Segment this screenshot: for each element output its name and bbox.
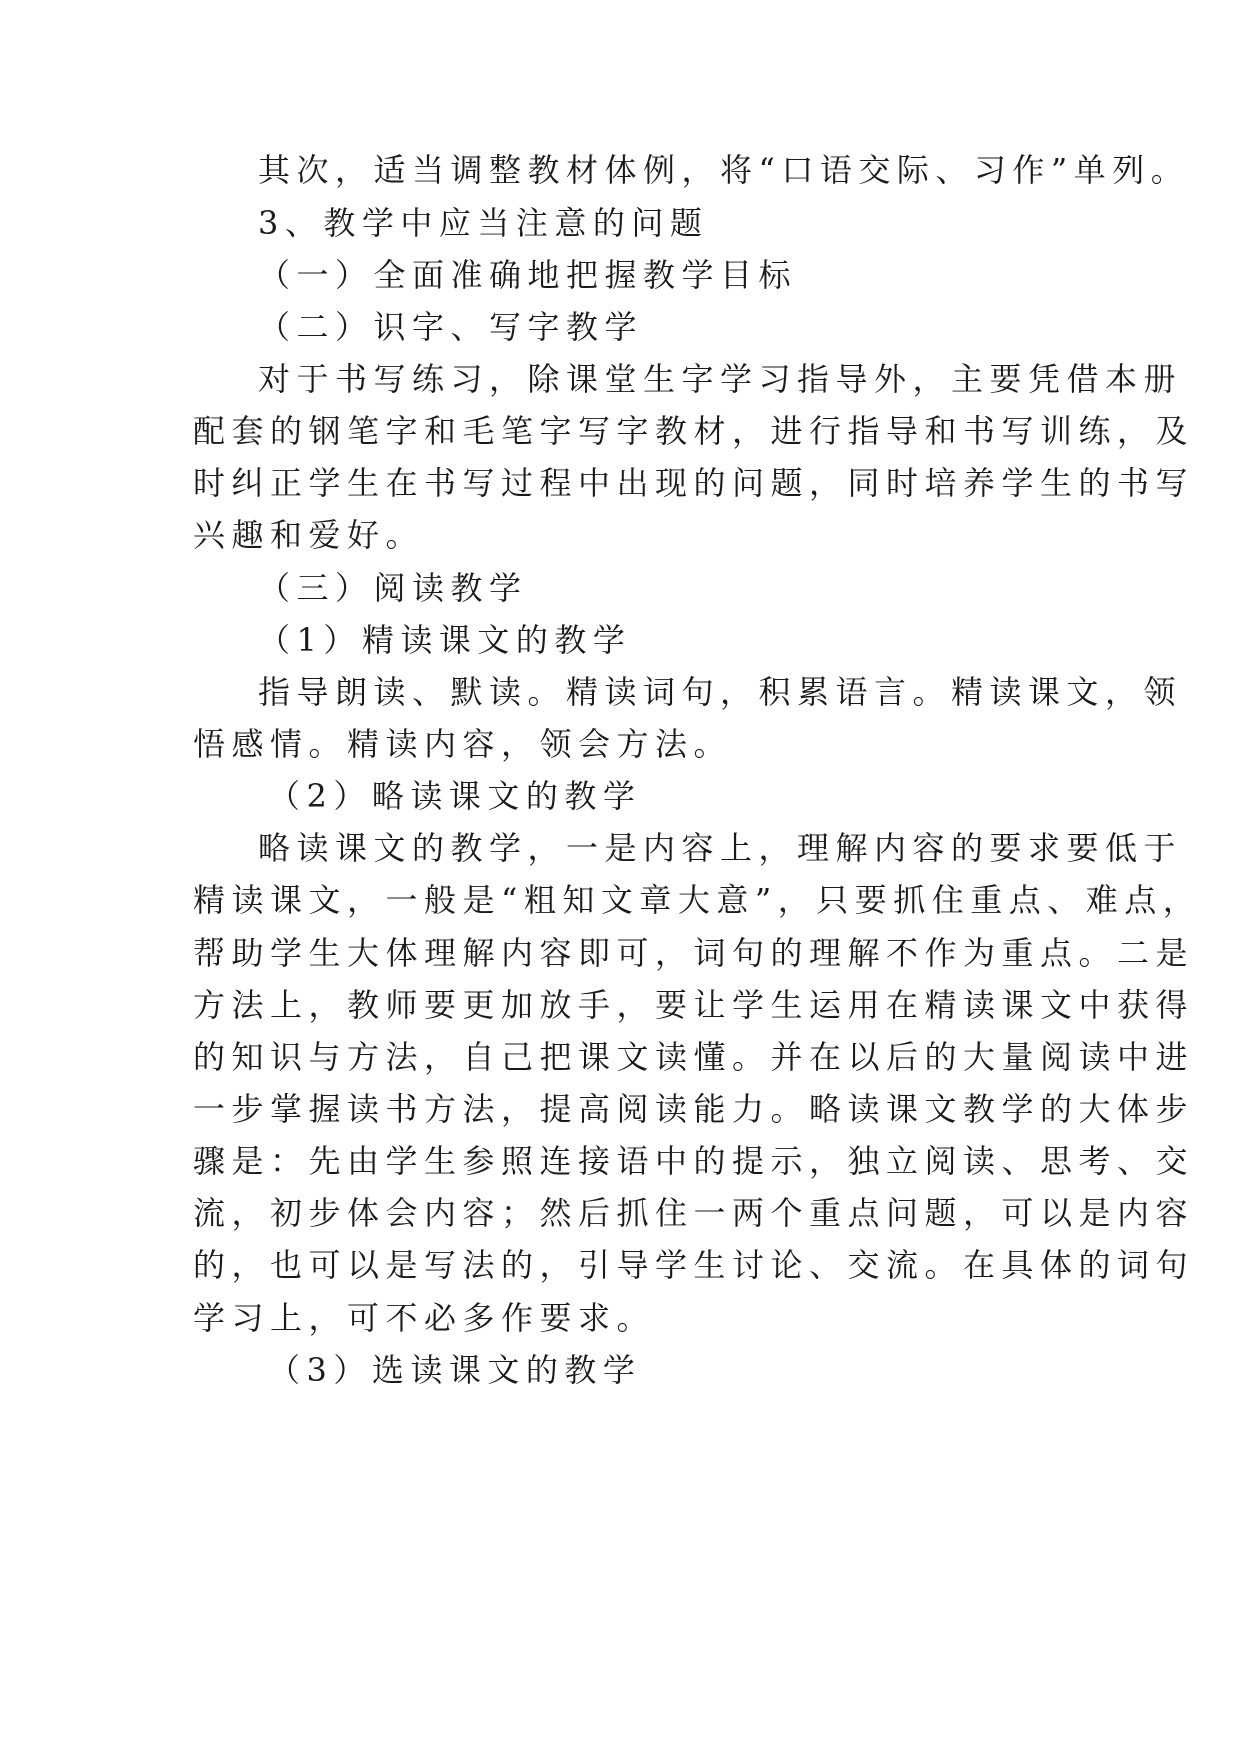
paragraph-line: 略读课文的教学，一是内容上，理解内容的要求要低于	[258, 829, 1183, 867]
subsection-heading: （2）略读课文的教学	[268, 777, 642, 815]
paragraph-line: 其次，适当调整教材体例，将“口语交际、习作”单列。	[258, 151, 1190, 189]
paragraph-line: 对于书写练习，除课堂生字学习指导外，主要凭借本册	[258, 360, 1183, 398]
paragraph-line: 的知识与方法，自己把课文读懂。并在以后的大量阅读中进	[193, 1038, 1195, 1076]
paragraph-line: 兴趣和爱好。	[193, 516, 425, 554]
paragraph-line: 学习上，可不必多作要求。	[193, 1299, 656, 1337]
paragraph-line: 流，初步体会内容；然后抓住一两个重点问题，可以是内容	[193, 1194, 1195, 1232]
paragraph-line: 骤是：先由学生参照连接语中的提示，独立阅读、思考、交	[193, 1142, 1195, 1180]
paragraph-line: 的，也可以是写法的，引导学生讨论、交流。在具体的词句	[193, 1246, 1195, 1284]
subsection-heading: （二）识字、写字教学	[258, 308, 644, 346]
paragraph-line: 精读课文，一般是“粗知文章大意”，只要抓住重点、难点，	[193, 881, 1202, 919]
subsection-heading: （3）选读课文的教学	[268, 1351, 642, 1389]
paragraph-line: 时纠正学生在书写过程中出现的问题，同时培养学生的书写	[193, 464, 1195, 502]
subsection-heading: （一）全面准确地把握教学目标	[258, 256, 798, 294]
section-heading: 3、教学中应当注意的问题	[258, 204, 709, 242]
subsection-heading: （1）精读课文的教学	[258, 621, 632, 659]
paragraph-line: 指导朗读、默读。精读词句，积累语言。精读课文，领	[258, 673, 1183, 711]
paragraph-line: 配套的钢笔字和毛笔字写字教材，进行指导和书写训练，及	[193, 412, 1195, 450]
paragraph-line: 悟感情。精读内容，领会方法。	[193, 725, 733, 763]
subsection-heading: （三）阅读教学	[258, 569, 528, 607]
paragraph-line: 帮助学生大体理解内容即可，词句的理解不作为重点。二是	[193, 934, 1195, 972]
paragraph-line: 方法上，教师要更加放手，要让学生运用在精读课文中获得	[193, 986, 1195, 1024]
paragraph-line: 一步掌握读书方法，提高阅读能力。略读课文教学的大体步	[193, 1090, 1195, 1128]
